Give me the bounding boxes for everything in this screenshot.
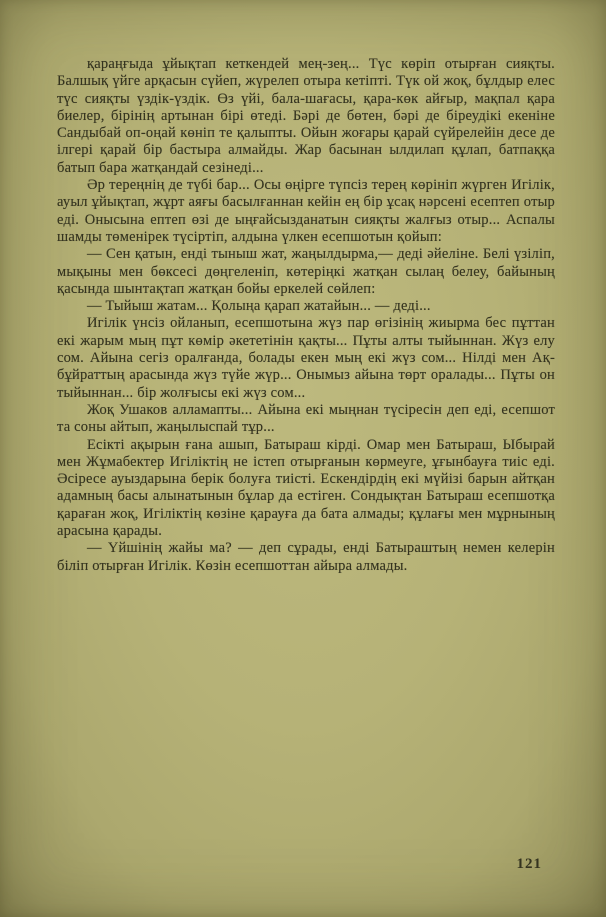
paragraph: — Тыйыш жатам... Қолыңа қарап жатайын... — деді...	[87, 298, 431, 315]
page-text	[57, 56, 555, 575]
paragraph: Есікті ақырын ғана ашып, Батыраш кірді. Омар мен Батыраш, Ыбырай мен Жұмабектер Игіліктің не істеп отырғанын көрмеуге, ұғынбауға тиіс еді. Әсіресе ауыздарына берік болуға тиісті. Ескендірдің екі мүйізі барын айтқан адамның басы алынатынын бұлар да естіген. Сондықтан Батыраш есепшотқа қараған жоқ, Игіліктің көзіне қарауға да бата алмады; құлағы мен мұрнының арасына қарады.	[57, 436, 555, 540]
paragraph: қараңғыда ұйықтап кеткендей мең-зең... Түс көріп отырған сияқты. Балшық үйге арқасын сүйеп, жүрелеп отыра кетіпті. Түк ой жоқ, бұлдыр елес түс сияқты үздік-үздік. Өз үйі, бала-шағасы, қара-көк айғыр, мақпал қара биелер, бірінің артынан бірі өтеді. Бәрі де бөтен, бәрі де біреудікі екеніне Сандыбай оп-оңай көніп те қалыпты. Ойын жоғары қарай сүйрелейін десе де ілгері қарай бір бастыра алмайды. Жар басынан ылдилап құлап, батпаққа батып бара жатқандай сезінеді...	[57, 56, 555, 176]
paragraph: Жоқ Ушаков алламапты... Айына екі мыңнан түсіресін деп еді, есепшот та соны айтып, жаңылыспай тұр...	[57, 401, 555, 436]
paragraph: — Үйшінің жайы ма? — деп сұрады, енді Батыраштың немен келерін біліп отырған Игілік. Көзін есепшоттан айыра алмады.	[57, 540, 555, 574]
page-number: 121	[516, 856, 542, 872]
paragraph: — Сен қатын, енді тыныш жат, жаңылдырма,— деді әйеліне. Белі үзіліп, мықыны мен бөксесі дөңгеленіп, көтеріңкі жатқан сылаң белеу, байының қасында шынтақтап жатқан бойы еркелей сөйлеп:	[57, 246, 555, 297]
paragraph: Игілік үнсіз ойланып, есепшотына жүз пар өгізінің жиырма бес пұттан екі жарым мың пұт көмір әкететінін қақты... Пұты алты тыйыннан. Жүз елу сом. Айына сегіз оралғанда, болады екен мың екі жүз сом... Нілді мен Ақ-бұйраттың арасында жүз түйе жүр... Онымыз айына төрт оралады... Пұты он тыйыннан... бір жолғысы екі жүз сом...	[57, 315, 555, 401]
paragraph: Әр тереңнің де түбі бар... Осы өңірге түпсіз терең көрініп жүрген Игілік, ауыл ұйықтап, жұрт аяғы басылғаннан кейін ең бір ұсақ нәрсені есептеп отыр еді. Онысына ептеп өзі де ыңғайсызданатын сияқты жалғыз отыр... Аспалы шамды төменірек түсіртіп, алдына үлкен есепшотын қойып:	[57, 177, 555, 245]
